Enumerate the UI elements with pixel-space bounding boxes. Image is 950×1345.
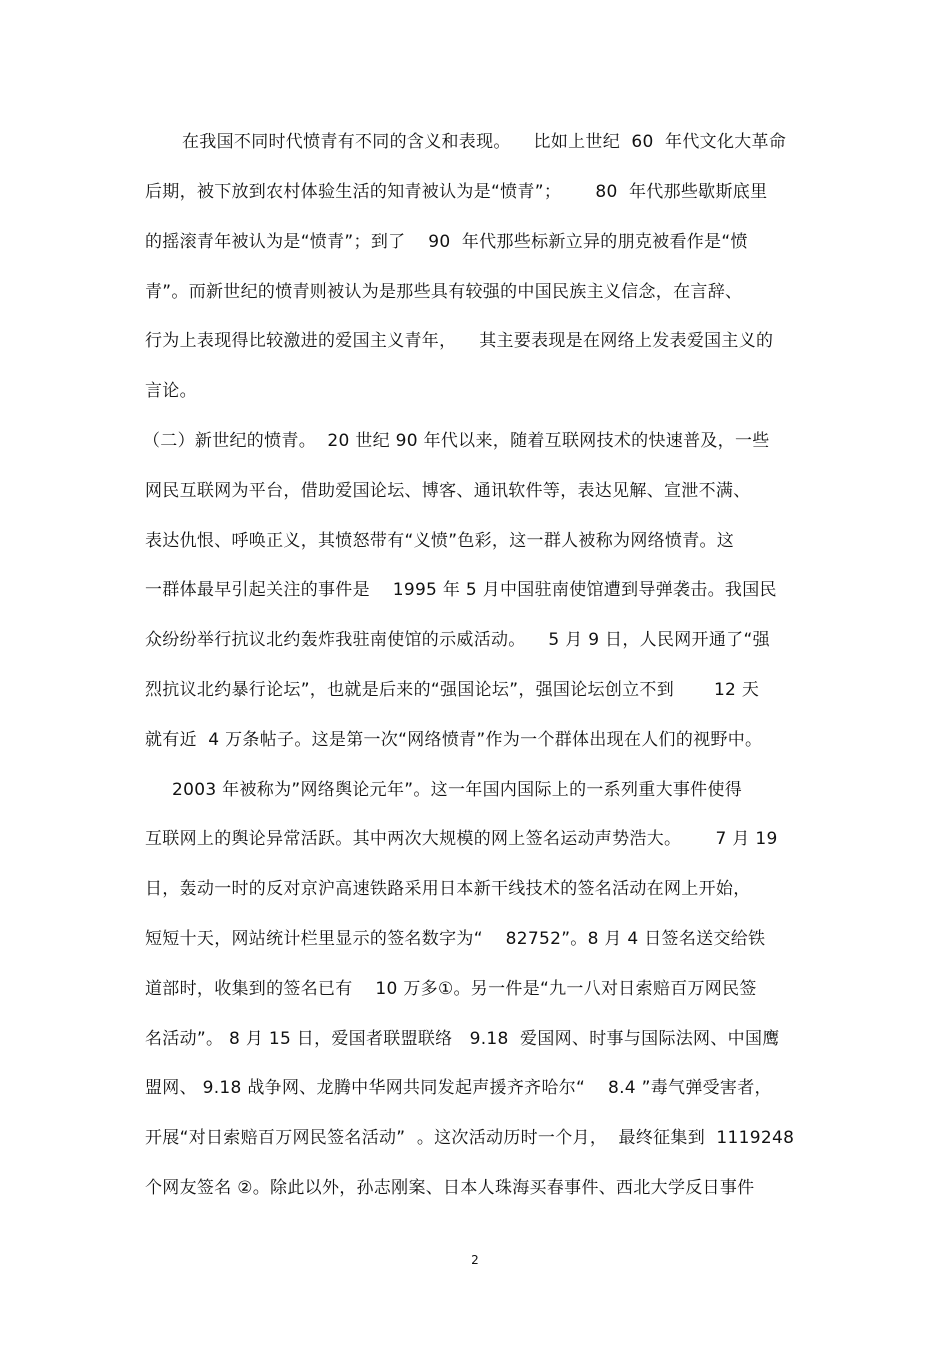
text-line: 在我国不同时代愤青有不同的含义和表现。 比如上世纪 60 年代文化大革命 [182,132,787,152]
text-line: 名活动”。 8 月 15 日，爱国者联盟联络 9.18 爱国网、时事与国际法网、中国鹰 [145,1029,780,1049]
text-line: 开展“对日索赔百万网民签名活动” 。这次活动历时一个月， 最终征集到 1119248 [145,1128,795,1148]
text-line: 短短十天，网站统计栏里显示的签名数字为“ 82752”。8 月 4 日签名送交给铁 [145,929,766,949]
text-line: 就有近 4 万条帖子。这是第一次“网络愤青”作为一个群体出现在人们的视野中。 [145,730,763,750]
text-line: 盟网、 9.18 战争网、龙腾中华网共同发起声援齐齐哈尔“ 8.4 ”毒气弹受害者， [145,1078,772,1098]
text-line: 后期，被下放到农村体验生活的知青被认为是“愤青”； 80 年代那些歇斯底里 [145,182,768,202]
page-number: 2 [471,1253,479,1267]
text-line: 2003 年被称为”网络舆论元年”。这一年国内国际上的一系列重大事件使得 [172,780,743,800]
text-line: 青”。而新世纪的愤青则被认为是那些具有较强的中国民族主义信念，在言辞、 [145,282,743,302]
text-line: 众纷纷举行抗议北约轰炸我驻南使馆的示威活动。 5 月 9 日，人民网开通了“强 [145,630,770,650]
text-line: 言论。 [145,381,197,401]
text-line: 互联网上的舆论异常活跃。其中两次大规模的网上签名运动声势浩大。 7 月 19 [145,829,778,849]
text-line: 表达仇恨、呼唤正义，其愤怒带有“义愤”色彩，这一群人被称为网络愤青。这 [145,531,735,551]
text-line: 一群体最早引起关注的事件是 1995 年 5 月中国驻南使馆遭到导弹袭击。我国民 [145,580,777,600]
text-line: 烈抗议北约暴行论坛”，也就是后来的“强国论坛”，强国论坛创立不到 12 天 [145,680,760,700]
text-line: 网民互联网为平台，借助爱国论坛、博客、通讯软件等，表达见解、宣泄不满、 [145,481,751,501]
text-line: 道部时，收集到的签名已有 10 万多①。另一件是“九一八对日索赔百万网民签 [145,979,757,999]
text-line: 日，轰动一时的反对京沪高速铁路采用日本新干线技术的签名活动在网上开始， [145,879,751,899]
text-line: 行为上表现得比较激进的爱国主义青年， 其主要表现是在网络上发表爱国主义的 [145,331,774,351]
text-line: 个网友签名 ②。除此以外，孙志刚案、日本人珠海买春事件、西北大学反日事件 [145,1178,755,1198]
text-line: 的摇滚青年被认为是“愤青”；到了 90 年代那些标新立异的朋克被看作是“愤 [145,232,748,252]
text-line: （二）新世纪的愤青。 20 世纪 90 年代以来，随着互联网技术的快速普及，一些 [143,431,770,451]
